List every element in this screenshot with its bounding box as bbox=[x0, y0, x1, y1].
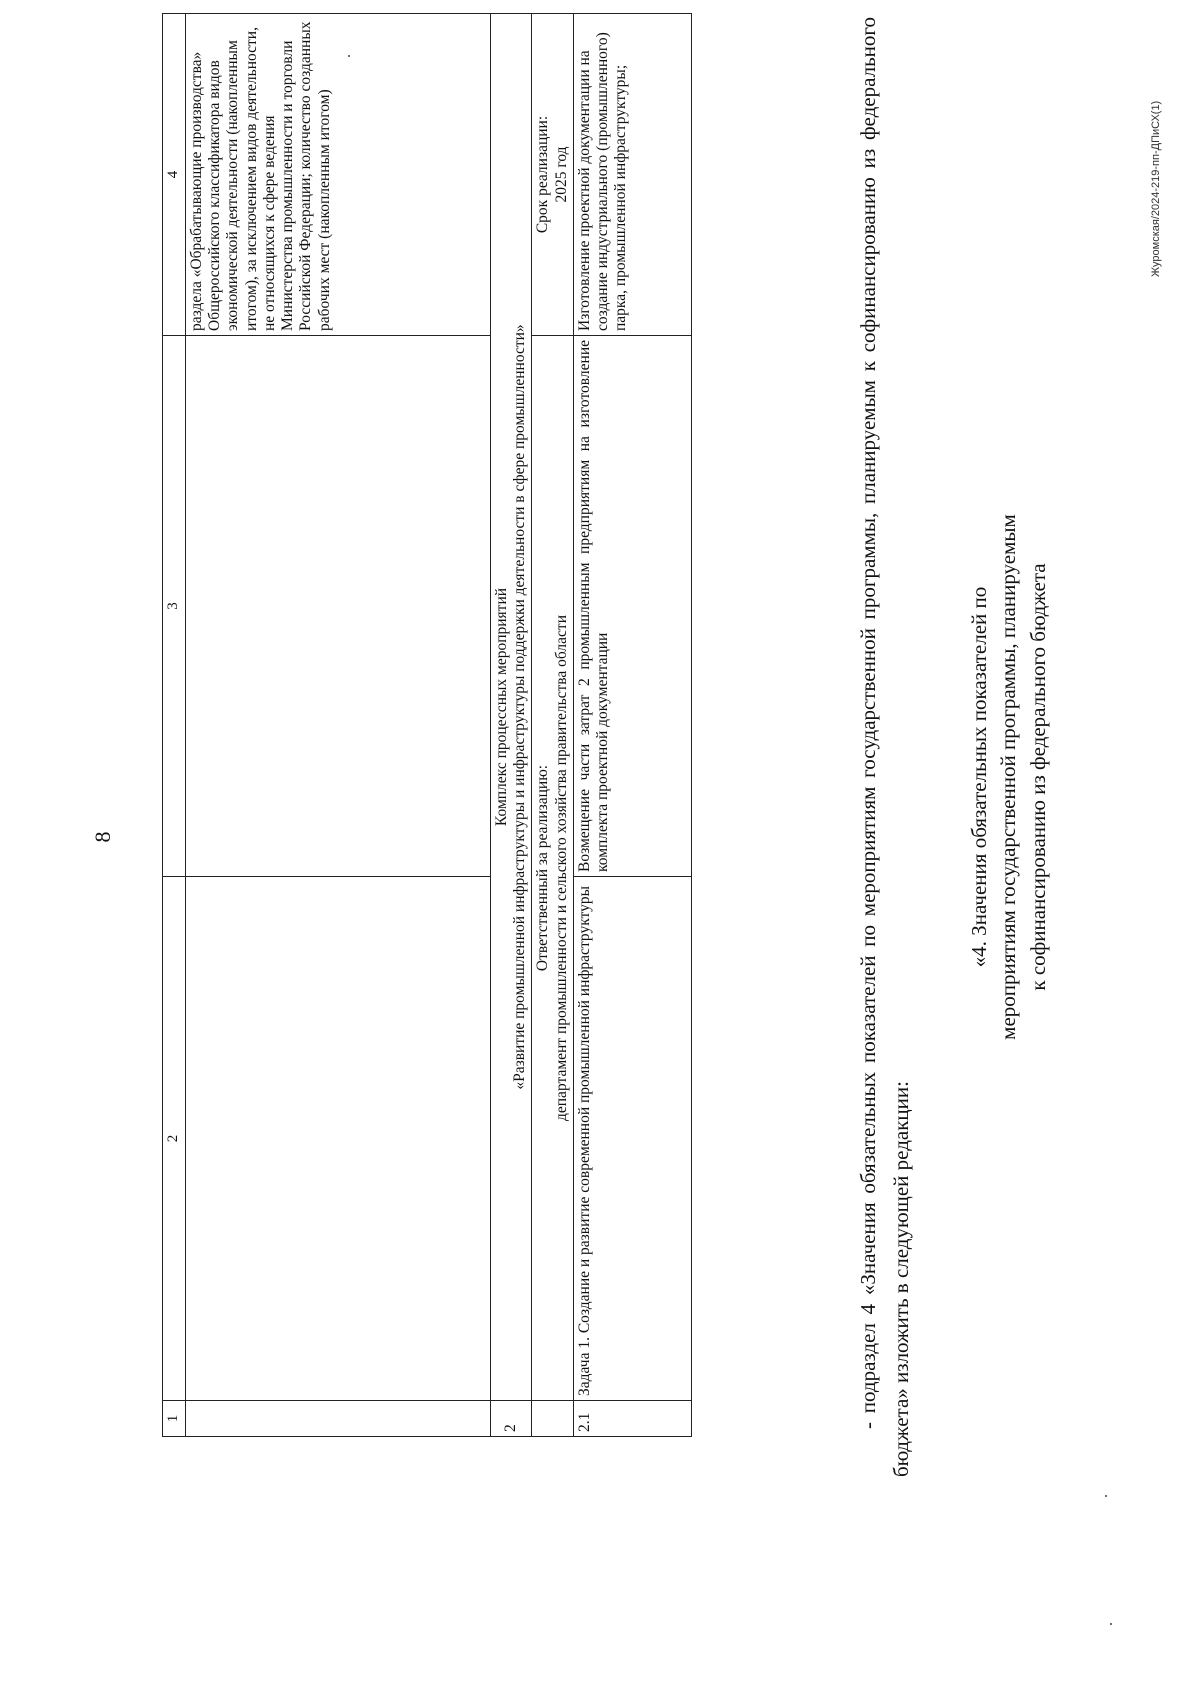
term-cell bbox=[532, 14, 574, 336]
complex-title-line1: Комплекс процессных мероприятий bbox=[492, 587, 510, 827]
table-header-row bbox=[163, 14, 186, 1437]
cell-empty bbox=[185, 336, 490, 877]
responsible-label: Ответственный за реализацию: bbox=[534, 764, 552, 972]
header-col-1: 1 bbox=[163, 1401, 186, 1437]
cell-empty bbox=[532, 1401, 574, 1437]
responsible-cell bbox=[532, 336, 574, 1401]
header-col-3: 3 bbox=[163, 336, 186, 877]
complex-title-line2: «Развитие промышленной инфраструктуры и инфраструктуры поддержки деятельности в сфере промышленности» bbox=[510, 324, 528, 1090]
section-subheading bbox=[965, 277, 1053, 1277]
subheading-line3: к софинансированию из федерального бюджета bbox=[1025, 563, 1050, 991]
header-col-4: 4 bbox=[163, 14, 186, 336]
continuation-row bbox=[185, 14, 490, 1437]
subheading-line2: мероприятиям государственной программы, планируемым bbox=[996, 514, 1021, 1040]
subheading-line1: «4. Значения обязательных показателей по bbox=[967, 586, 991, 968]
header-col-2: 2 bbox=[163, 877, 186, 1401]
task-number: 2.1 bbox=[573, 1401, 691, 1437]
responsible-value: департамент промышленности и сельского хозяйства правительства области bbox=[552, 615, 570, 1121]
term-label: Срок реализации: bbox=[534, 115, 552, 234]
indicator-continuation: раздела «Обрабатывающие производства» Общероссийского классификатора видов экономической деятельности (накопленным итогом), за исключением видов деятельности, не относящихся к сфере ведения Министерства промышленности и торговли Российской Федерации; количество созданных рабочих мест (накопленным итогом) bbox=[185, 14, 490, 336]
task-description: Задача 1. Создание и развитие современной промышленной инфраструктуры bbox=[573, 877, 691, 1401]
amendment-paragraph: - подраздел 4 «Значения обязательных показателей по мероприятиям государственной программы, планируемым к софинансированию из федерального бюджета» изложить в следующей редакции: bbox=[856, 17, 913, 1477]
task-row bbox=[573, 14, 691, 1437]
scan-speck bbox=[1105, 1495, 1107, 1497]
scan-speck bbox=[348, 55, 350, 57]
complex-number: 2 bbox=[490, 1401, 532, 1437]
term-value: 2025 год bbox=[552, 146, 570, 203]
task-measure: Возмещение части затрат 2 промышленным предприятиям на изготовление комплекта проектной документации bbox=[573, 336, 691, 877]
responsible-row bbox=[532, 14, 574, 1437]
cell-empty bbox=[185, 1401, 490, 1437]
task-indicator: Изготовление проектной документации на создание индустриального (промышленного) парка, промышленной инфраструктуры; bbox=[573, 14, 691, 336]
complex-row bbox=[490, 14, 532, 1437]
program-table bbox=[162, 13, 692, 1437]
cell-empty bbox=[185, 877, 490, 1401]
document-code: Журомская/2024-219-пп-ДПиСХ(1) bbox=[1150, 100, 1162, 277]
complex-title bbox=[490, 14, 532, 1401]
page-number: 8 bbox=[90, 831, 115, 843]
scan-speck bbox=[1110, 1623, 1112, 1625]
